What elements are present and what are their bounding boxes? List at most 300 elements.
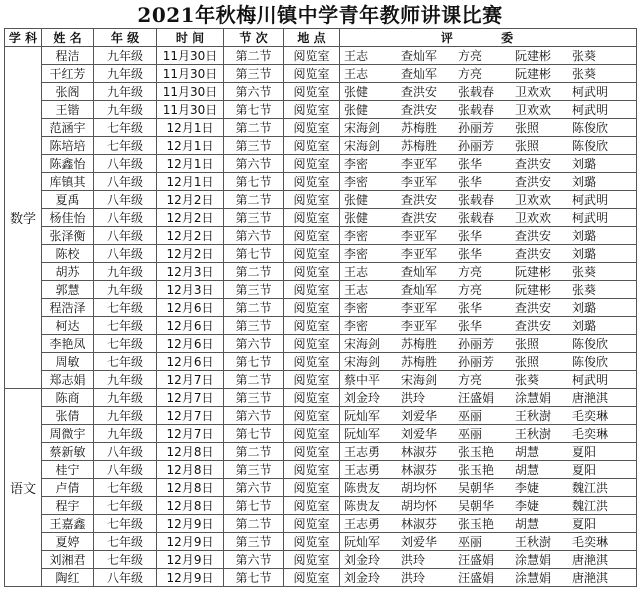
place-cell: 阅览室 bbox=[284, 317, 340, 335]
table-row bbox=[5, 65, 637, 83]
judge-name: 查洪安 bbox=[515, 229, 552, 243]
place-cell: 阅览室 bbox=[284, 371, 340, 389]
grade-cell: 八年级 bbox=[94, 191, 157, 209]
period-cell: 第三节 bbox=[224, 533, 284, 551]
judge-name: 阮建彬 bbox=[515, 49, 552, 63]
place-cell: 阅览室 bbox=[284, 299, 340, 317]
name-cell: 柯达 bbox=[42, 317, 94, 335]
date-cell: 11月30日 bbox=[157, 47, 224, 65]
judge-name: 林淑芬 bbox=[401, 517, 438, 531]
judge-name: 巫丽 bbox=[458, 535, 483, 549]
judge-name: 魏江洪 bbox=[572, 481, 609, 495]
judge-name: 张载春 bbox=[458, 85, 495, 99]
judges-cell bbox=[340, 263, 637, 281]
judge-name: 苏梅胜 bbox=[401, 139, 438, 153]
period-cell: 第二节 bbox=[224, 47, 284, 65]
name-cell: 杨佳怡 bbox=[42, 209, 94, 227]
date-cell: 12月2日 bbox=[157, 191, 224, 209]
period-cell: 第三节 bbox=[224, 317, 284, 335]
judge-name: 毛奕琳 bbox=[572, 535, 609, 549]
grade-cell: 九年级 bbox=[94, 101, 157, 119]
header-place: 地 点 bbox=[284, 29, 340, 47]
judge-name: 查洪安 bbox=[401, 193, 438, 207]
judges-cell bbox=[340, 569, 637, 587]
judge-name: 李密 bbox=[344, 301, 369, 315]
grade-cell: 七年级 bbox=[94, 119, 157, 137]
judge-name: 蔡中平 bbox=[344, 373, 381, 387]
judges-cell bbox=[340, 191, 637, 209]
date-cell: 12月7日 bbox=[157, 407, 224, 425]
judges-cell bbox=[340, 551, 637, 569]
name-cell: 王嘉鑫 bbox=[42, 515, 94, 533]
judge-name: 洪玲 bbox=[401, 553, 426, 567]
place-cell: 阅览室 bbox=[284, 83, 340, 101]
name-cell: 张泽衡 bbox=[42, 227, 94, 245]
period-cell: 第七节 bbox=[224, 497, 284, 515]
name-cell: 胡苏 bbox=[42, 263, 94, 281]
period-cell: 第六节 bbox=[224, 155, 284, 173]
grade-cell: 七年级 bbox=[94, 479, 157, 497]
table-row bbox=[5, 119, 637, 137]
judge-name: 方亮 bbox=[458, 373, 483, 387]
judge-name: 李密 bbox=[344, 319, 369, 333]
judge-name: 胡慧 bbox=[515, 517, 540, 531]
judge-name: 王志勇 bbox=[344, 463, 381, 477]
date-cell: 12月8日 bbox=[157, 461, 224, 479]
judge-name: 苏梅胜 bbox=[401, 121, 438, 135]
date-cell: 12月9日 bbox=[157, 533, 224, 551]
name-cell: 陈商 bbox=[42, 389, 94, 407]
judge-name: 张葵 bbox=[572, 67, 597, 81]
grade-cell: 八年级 bbox=[94, 245, 157, 263]
date-cell: 12月2日 bbox=[157, 227, 224, 245]
place-cell: 阅览室 bbox=[284, 461, 340, 479]
judge-name: 刘璐 bbox=[572, 301, 597, 315]
judge-name: 方亮 bbox=[458, 49, 483, 63]
judges-cell bbox=[340, 119, 637, 137]
judge-name: 魏江洪 bbox=[572, 499, 609, 513]
judges-cell bbox=[340, 245, 637, 263]
judge-name: 苏梅胜 bbox=[401, 355, 438, 369]
judge-name: 涂慧娟 bbox=[515, 571, 552, 585]
table-row bbox=[5, 551, 637, 569]
judge-name: 刘璐 bbox=[572, 175, 597, 189]
judge-name: 张载春 bbox=[458, 103, 495, 117]
judge-name: 唐滟淇 bbox=[572, 571, 609, 585]
table-row bbox=[5, 209, 637, 227]
table-row bbox=[5, 461, 637, 479]
place-cell: 阅览室 bbox=[284, 227, 340, 245]
grade-cell: 八年级 bbox=[94, 443, 157, 461]
judge-name: 刘璐 bbox=[572, 319, 597, 333]
grade-cell: 九年级 bbox=[94, 65, 157, 83]
date-cell: 12月6日 bbox=[157, 299, 224, 317]
date-cell: 11月30日 bbox=[157, 83, 224, 101]
table-row bbox=[5, 317, 637, 335]
table-row bbox=[5, 299, 637, 317]
judge-name: 张照 bbox=[515, 337, 540, 351]
table-row bbox=[5, 353, 637, 371]
judges-cell bbox=[340, 47, 637, 65]
judge-name: 查洪安 bbox=[515, 319, 552, 333]
place-cell: 阅览室 bbox=[284, 191, 340, 209]
name-cell: 王锴 bbox=[42, 101, 94, 119]
judge-name: 阮建彬 bbox=[515, 265, 552, 279]
judge-name: 陈贵友 bbox=[344, 481, 381, 495]
judges-cell bbox=[340, 83, 637, 101]
judge-name: 张葵 bbox=[572, 283, 597, 297]
judge-name: 柯武明 bbox=[572, 193, 609, 207]
name-cell: 刘湘君 bbox=[42, 551, 94, 569]
period-cell: 第二节 bbox=[224, 263, 284, 281]
place-cell: 阅览室 bbox=[284, 155, 340, 173]
period-cell: 第三节 bbox=[224, 281, 284, 299]
period-cell: 第三节 bbox=[224, 137, 284, 155]
place-cell: 阅览室 bbox=[284, 425, 340, 443]
judges-cell bbox=[340, 407, 637, 425]
place-cell: 阅览室 bbox=[284, 389, 340, 407]
page-title: 2021年秋梅川镇中学青年教师讲课比赛 bbox=[137, 3, 503, 27]
date-cell: 12月2日 bbox=[157, 245, 224, 263]
judges-cell bbox=[340, 461, 637, 479]
judge-name: 陈俊欣 bbox=[572, 337, 609, 351]
judge-name: 卫欢欢 bbox=[515, 85, 552, 99]
date-cell: 12月6日 bbox=[157, 317, 224, 335]
judge-name: 胡均怀 bbox=[401, 481, 438, 495]
name-cell: 程洁 bbox=[42, 47, 94, 65]
header-row bbox=[5, 29, 637, 47]
date-cell: 12月8日 bbox=[157, 479, 224, 497]
table-row bbox=[5, 425, 637, 443]
grade-cell: 九年级 bbox=[94, 425, 157, 443]
table-row bbox=[5, 443, 637, 461]
name-cell: 张倩 bbox=[42, 407, 94, 425]
judge-name: 李婕 bbox=[515, 499, 540, 513]
judge-name: 张华 bbox=[458, 247, 483, 261]
judge-name: 吴朝华 bbox=[458, 481, 495, 495]
date-cell: 12月3日 bbox=[157, 263, 224, 281]
judge-name: 汪盛娟 bbox=[458, 571, 495, 585]
place-cell: 阅览室 bbox=[284, 497, 340, 515]
judge-name: 李亚军 bbox=[401, 157, 438, 171]
judge-name: 宋海剑 bbox=[344, 355, 381, 369]
grade-cell: 七年级 bbox=[94, 353, 157, 371]
judge-name: 陈俊欣 bbox=[572, 139, 609, 153]
judges-cell bbox=[340, 353, 637, 371]
place-cell: 阅览室 bbox=[284, 569, 340, 587]
judge-name: 张玉艳 bbox=[458, 463, 495, 477]
place-cell: 阅览室 bbox=[284, 551, 340, 569]
judges-cell bbox=[340, 317, 637, 335]
period-cell: 第七节 bbox=[224, 569, 284, 587]
grade-cell: 八年级 bbox=[94, 569, 157, 587]
period-cell: 第七节 bbox=[224, 425, 284, 443]
name-cell: 陈培培 bbox=[42, 137, 94, 155]
judge-name: 方亮 bbox=[458, 265, 483, 279]
judge-name: 张葵 bbox=[515, 373, 540, 387]
judge-name: 王志勇 bbox=[344, 445, 381, 459]
date-cell: 12月7日 bbox=[157, 371, 224, 389]
period-cell: 第七节 bbox=[224, 173, 284, 191]
judges-cell bbox=[340, 155, 637, 173]
judge-name: 王志 bbox=[344, 67, 369, 81]
period-cell: 第二节 bbox=[224, 443, 284, 461]
judges-cell bbox=[340, 371, 637, 389]
date-cell: 12月2日 bbox=[157, 209, 224, 227]
judge-name: 汪盛娟 bbox=[458, 391, 495, 405]
date-cell: 12月8日 bbox=[157, 497, 224, 515]
table-row bbox=[5, 281, 637, 299]
period-cell: 第三节 bbox=[224, 389, 284, 407]
judge-name: 毛奕琳 bbox=[572, 409, 609, 423]
period-cell: 第六节 bbox=[224, 335, 284, 353]
table-row bbox=[5, 479, 637, 497]
table-row bbox=[5, 497, 637, 515]
judge-name: 李密 bbox=[344, 247, 369, 261]
grade-cell: 九年级 bbox=[94, 281, 157, 299]
judge-name: 刘璐 bbox=[572, 247, 597, 261]
grade-cell: 七年级 bbox=[94, 335, 157, 353]
grade-cell: 八年级 bbox=[94, 461, 157, 479]
judge-name: 张葵 bbox=[572, 49, 597, 63]
period-cell: 第六节 bbox=[224, 227, 284, 245]
header-judges: 评 委 bbox=[340, 29, 637, 47]
grade-cell: 九年级 bbox=[94, 407, 157, 425]
judge-name: 苏梅胜 bbox=[401, 337, 438, 351]
judge-name: 洪玲 bbox=[401, 391, 426, 405]
judge-name: 陈俊欣 bbox=[572, 121, 609, 135]
judge-name: 刘璐 bbox=[572, 157, 597, 171]
judge-name: 张健 bbox=[344, 103, 369, 117]
judge-name: 胡慧 bbox=[515, 463, 540, 477]
judge-name: 张华 bbox=[458, 175, 483, 189]
judge-name: 柯武明 bbox=[572, 373, 609, 387]
judge-name: 李亚军 bbox=[401, 229, 438, 243]
period-cell: 第二节 bbox=[224, 299, 284, 317]
judge-name: 张葵 bbox=[572, 265, 597, 279]
subject-cell: 语文 bbox=[5, 389, 42, 587]
table-row bbox=[5, 137, 637, 155]
place-cell: 阅览室 bbox=[284, 281, 340, 299]
period-cell: 第二节 bbox=[224, 371, 284, 389]
judge-name: 张华 bbox=[458, 157, 483, 171]
grade-cell: 七年级 bbox=[94, 551, 157, 569]
judge-name: 查灿军 bbox=[401, 67, 438, 81]
judge-name: 唐滟淇 bbox=[572, 391, 609, 405]
judge-name: 柯武明 bbox=[572, 103, 609, 117]
period-cell: 第六节 bbox=[224, 479, 284, 497]
header-name: 姓 名 bbox=[42, 29, 94, 47]
date-cell: 12月9日 bbox=[157, 551, 224, 569]
judge-name: 张华 bbox=[458, 301, 483, 315]
judges-cell bbox=[340, 299, 637, 317]
name-cell: 周微宇 bbox=[42, 425, 94, 443]
judge-name: 查洪安 bbox=[401, 85, 438, 99]
judge-name: 宋海剑 bbox=[344, 337, 381, 351]
name-cell: 卢倩 bbox=[42, 479, 94, 497]
period-cell: 第三节 bbox=[224, 209, 284, 227]
grade-cell: 七年级 bbox=[94, 137, 157, 155]
judge-name: 阮灿军 bbox=[344, 409, 381, 423]
judge-name: 张载春 bbox=[458, 211, 495, 225]
table-row bbox=[5, 335, 637, 353]
period-cell: 第六节 bbox=[224, 551, 284, 569]
period-cell: 第二节 bbox=[224, 119, 284, 137]
judge-name: 张照 bbox=[515, 121, 540, 135]
place-cell: 阅览室 bbox=[284, 515, 340, 533]
header-time: 时 间 bbox=[157, 29, 224, 47]
place-cell: 阅览室 bbox=[284, 173, 340, 191]
judge-name: 李亚军 bbox=[401, 175, 438, 189]
name-cell: 夏禹 bbox=[42, 191, 94, 209]
judge-name: 陈贵友 bbox=[344, 499, 381, 513]
judge-name: 毛奕琳 bbox=[572, 427, 609, 441]
date-cell: 12月8日 bbox=[157, 443, 224, 461]
judge-name: 刘爱华 bbox=[401, 427, 438, 441]
judges-cell bbox=[340, 533, 637, 551]
date-cell: 12月1日 bbox=[157, 173, 224, 191]
period-cell: 第二节 bbox=[224, 515, 284, 533]
name-cell: 李艳凤 bbox=[42, 335, 94, 353]
table-row bbox=[5, 371, 637, 389]
period-cell: 第六节 bbox=[224, 83, 284, 101]
place-cell: 阅览室 bbox=[284, 209, 340, 227]
table-row bbox=[5, 83, 637, 101]
table-row bbox=[5, 155, 637, 173]
schedule-body bbox=[5, 47, 637, 587]
judges-cell bbox=[340, 497, 637, 515]
grade-cell: 七年级 bbox=[94, 515, 157, 533]
judges-cell bbox=[340, 137, 637, 155]
judges-cell bbox=[340, 227, 637, 245]
judge-name: 卫欢欢 bbox=[515, 103, 552, 117]
judge-name: 张健 bbox=[344, 211, 369, 225]
judge-name: 张玉艳 bbox=[458, 445, 495, 459]
table-row bbox=[5, 47, 637, 65]
name-cell: 干红芳 bbox=[42, 65, 94, 83]
judges-cell bbox=[340, 281, 637, 299]
grade-cell: 七年级 bbox=[94, 497, 157, 515]
period-cell: 第七节 bbox=[224, 101, 284, 119]
table-row bbox=[5, 191, 637, 209]
name-cell: 范涵宇 bbox=[42, 119, 94, 137]
judge-name: 巫丽 bbox=[458, 409, 483, 423]
judge-name: 巫丽 bbox=[458, 427, 483, 441]
judge-name: 王秋澍 bbox=[515, 427, 552, 441]
place-cell: 阅览室 bbox=[284, 263, 340, 281]
judge-name: 查洪安 bbox=[515, 301, 552, 315]
judge-name: 卫欢欢 bbox=[515, 211, 552, 225]
judge-name: 李婕 bbox=[515, 481, 540, 495]
place-cell: 阅览室 bbox=[284, 119, 340, 137]
name-cell: 陶红 bbox=[42, 569, 94, 587]
judge-name: 张健 bbox=[344, 85, 369, 99]
date-cell: 12月6日 bbox=[157, 335, 224, 353]
name-cell: 郭慧 bbox=[42, 281, 94, 299]
judge-name: 柯武明 bbox=[572, 211, 609, 225]
judge-name: 王志勇 bbox=[344, 517, 381, 531]
judge-name: 吴朝华 bbox=[458, 499, 495, 513]
date-cell: 12月7日 bbox=[157, 389, 224, 407]
date-cell: 12月1日 bbox=[157, 119, 224, 137]
grade-cell: 八年级 bbox=[94, 227, 157, 245]
name-cell: 蔡新敏 bbox=[42, 443, 94, 461]
judge-name: 张照 bbox=[515, 355, 540, 369]
judges-cell bbox=[340, 101, 637, 119]
judge-name: 王志 bbox=[344, 49, 369, 63]
name-cell: 程宇 bbox=[42, 497, 94, 515]
judge-name: 查洪安 bbox=[401, 211, 438, 225]
name-cell: 库镇其 bbox=[42, 173, 94, 191]
judge-name: 夏阳 bbox=[572, 517, 597, 531]
judge-name: 孙丽芳 bbox=[458, 121, 495, 135]
place-cell: 阅览室 bbox=[284, 407, 340, 425]
date-cell: 11月30日 bbox=[157, 101, 224, 119]
judges-cell bbox=[340, 515, 637, 533]
judge-name: 汪盛娟 bbox=[458, 553, 495, 567]
judge-name: 刘爱华 bbox=[401, 409, 438, 423]
grade-cell: 九年级 bbox=[94, 83, 157, 101]
judge-name: 刘金玲 bbox=[344, 391, 381, 405]
judge-name: 卫欢欢 bbox=[515, 193, 552, 207]
grade-cell: 九年级 bbox=[94, 371, 157, 389]
period-cell: 第三节 bbox=[224, 461, 284, 479]
judge-name: 孙丽芳 bbox=[458, 337, 495, 351]
period-cell: 第七节 bbox=[224, 245, 284, 263]
judge-name: 胡均怀 bbox=[401, 499, 438, 513]
table-row bbox=[5, 101, 637, 119]
judge-name: 方亮 bbox=[458, 67, 483, 81]
name-cell: 周敏 bbox=[42, 353, 94, 371]
date-cell: 12月7日 bbox=[157, 425, 224, 443]
judge-name: 孙丽芳 bbox=[458, 139, 495, 153]
name-cell: 陈鑫怡 bbox=[42, 155, 94, 173]
table-row bbox=[5, 227, 637, 245]
judge-name: 李亚军 bbox=[401, 301, 438, 315]
judge-name: 阮灿军 bbox=[344, 427, 381, 441]
subject-cell: 数学 bbox=[5, 47, 42, 389]
name-cell: 陈校 bbox=[42, 245, 94, 263]
place-cell: 阅览室 bbox=[284, 533, 340, 551]
judges-cell bbox=[340, 209, 637, 227]
name-cell: 郑志娟 bbox=[42, 371, 94, 389]
table-row bbox=[5, 515, 637, 533]
judge-name: 夏阳 bbox=[572, 463, 597, 477]
date-cell: 12月6日 bbox=[157, 353, 224, 371]
period-cell: 第七节 bbox=[224, 353, 284, 371]
name-cell: 夏婷 bbox=[42, 533, 94, 551]
judges-cell bbox=[340, 335, 637, 353]
judge-name: 洪玲 bbox=[401, 571, 426, 585]
judge-name: 查洪安 bbox=[515, 175, 552, 189]
judges-cell bbox=[340, 425, 637, 443]
judge-name: 唐滟淇 bbox=[572, 553, 609, 567]
judges-cell bbox=[340, 479, 637, 497]
judge-name: 李密 bbox=[344, 175, 369, 189]
place-cell: 阅览室 bbox=[284, 479, 340, 497]
grade-cell: 九年级 bbox=[94, 47, 157, 65]
table-row bbox=[5, 407, 637, 425]
grade-cell: 九年级 bbox=[94, 389, 157, 407]
judges-cell bbox=[340, 443, 637, 461]
judge-name: 查灿军 bbox=[401, 283, 438, 297]
judge-name: 张华 bbox=[458, 319, 483, 333]
place-cell: 阅览室 bbox=[284, 101, 340, 119]
name-cell: 程浩泽 bbox=[42, 299, 94, 317]
judge-name: 查洪安 bbox=[515, 157, 552, 171]
place-cell: 阅览室 bbox=[284, 47, 340, 65]
judge-name: 陈俊欣 bbox=[572, 355, 609, 369]
